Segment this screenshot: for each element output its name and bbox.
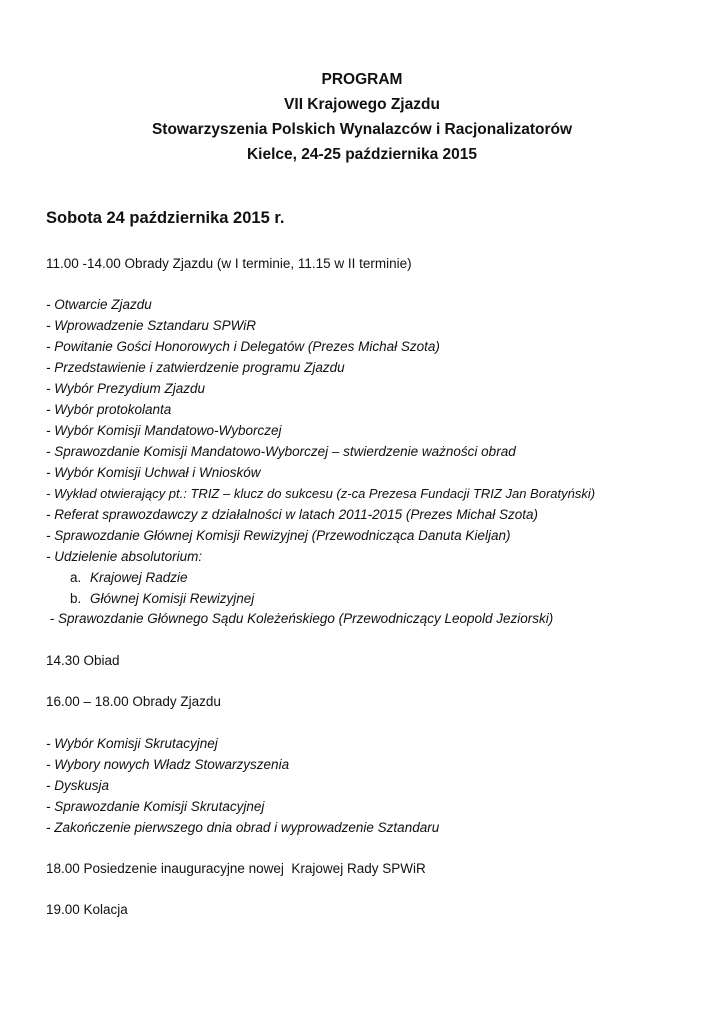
association-name: Stowarzyszenia Polskich Wynalazców i Racjonalizatorów — [151, 121, 573, 138]
agenda-item: - Przedstawienie i zatwierdzenie programu Zjazdu — [46, 360, 345, 375]
congress-name: VII Krajowego Zjazdu — [284, 96, 440, 113]
agenda-item: - Sprawozdanie Głównego Sądu Koleżeńskiego (Przewodniczący Leopold Jeziorski) — [46, 611, 554, 626]
agenda-item: - Wybór Komisji Uchwał i Wniosków — [46, 465, 261, 480]
agenda-item: - Dyskusja — [46, 778, 110, 793]
agenda-item: - Wybór Komisji Mandatowo-Wyborczej — [46, 423, 282, 438]
agenda-item: - Referat sprawozdawczy z działalności w latach 2011-2015 (Prezes Michał Szota) — [46, 507, 538, 522]
sub-item-marker: a. — [70, 570, 82, 585]
session1-time: 11.00 -14.00 Obrady Zjazdu (w I terminie, 11.15 w II terminie) — [46, 256, 412, 271]
sub-item — [70, 591, 254, 606]
agenda-item: - Powitanie Gości Honorowych i Delegatów (Prezes Michał Szota) — [46, 339, 440, 354]
sub-item-text: Krajowej Radzie — [90, 570, 188, 585]
lunch-entry: 14.30 Obiad — [46, 653, 120, 668]
agenda-item: - Wybór Komisji Skrutacyjnej — [46, 736, 218, 751]
agenda-item: - Sprawozdanie Komisji Mandatowo-Wyborczej – stwierdzenie ważności obrad — [46, 444, 516, 459]
program-title: PROGRAM — [321, 71, 403, 88]
agenda-item: - Wybór Prezydium Zjazdu — [46, 381, 206, 396]
agenda-item: - Wprowadzenie Sztandaru SPWiR — [46, 318, 256, 333]
day-heading: Sobota 24 października 2015 r. — [46, 209, 285, 227]
sub-item-text: Głównej Komisji Rewizyjnej — [90, 591, 255, 606]
agenda-item: - Otwarcie Zjazdu — [46, 297, 152, 312]
session2-time: 16.00 – 18.00 Obrady Zjazdu — [46, 694, 221, 709]
agenda-item: - Sprawozdanie Komisji Skrutacyjnej — [46, 799, 265, 814]
agenda-item: - Udzielenie absolutorium: — [46, 549, 203, 564]
agenda-item: - Wykład otwierający pt.: TRIZ – klucz do sukcesu (z-ca Prezesa Fundacji TRIZ Jan Boratyński) — [46, 486, 596, 501]
meeting-entry: 18.00 Posiedzenie inauguracyjne nowej Krajowej Rady SPWiR — [46, 861, 426, 876]
agenda-item: - Wybór protokolanta — [46, 402, 172, 417]
agenda-item: - Sprawozdanie Głównej Komisji Rewizyjnej (Przewodnicząca Danuta Kieljan) — [46, 528, 511, 543]
agenda-item: - Zakończenie pierwszego dnia obrad i wyprowadzenie Sztandaru — [46, 820, 440, 835]
dinner-entry: 19.00 Kolacja — [46, 902, 128, 917]
agenda-item: - Wybory nowych Władz Stowarzyszenia — [46, 757, 290, 772]
sub-item-marker: b. — [70, 591, 82, 606]
sub-item — [70, 570, 188, 585]
place-and-date: Kielce, 24-25 października 2015 — [246, 146, 478, 163]
